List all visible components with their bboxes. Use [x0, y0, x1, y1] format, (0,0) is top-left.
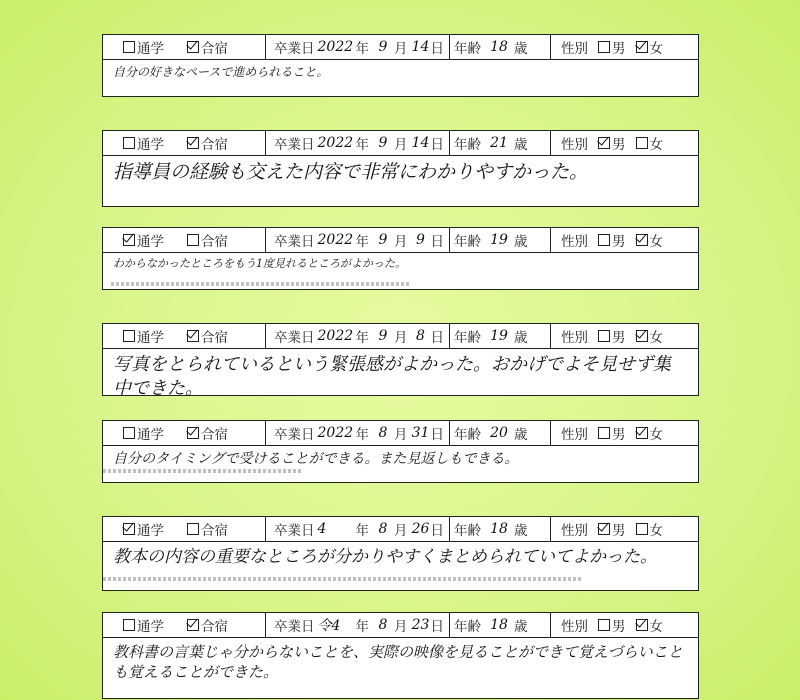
card-header — [103, 35, 698, 60]
checkbox-icon — [636, 234, 648, 246]
grad-year: 2022 — [317, 39, 354, 55]
commute-checkbox[interactable] — [123, 615, 164, 635]
year-unit: 年 — [355, 523, 369, 539]
male-checkbox[interactable] — [598, 519, 626, 539]
age-field — [449, 517, 550, 541]
age-label: 年齢 — [454, 427, 481, 443]
month-unit: 月 — [394, 427, 408, 443]
card-header — [103, 517, 698, 542]
female-checkbox[interactable] — [636, 423, 664, 443]
age-unit: 歳 — [514, 523, 528, 539]
sex-field — [550, 324, 698, 348]
comment-area — [103, 446, 698, 482]
year-unit: 年 — [355, 619, 369, 635]
camp-label: 合宿 — [201, 330, 228, 346]
handwritten-comment: 教科書の言葉じゃ分からないことを、実際の映像を見ることができて覚えづらいことも覚えることができた。 — [113, 643, 683, 682]
day-unit: 日 — [430, 41, 444, 57]
checkbox-icon — [187, 427, 199, 439]
commute-label: 通学 — [137, 523, 164, 539]
handwritten-comment: 自分のタイミングで受けることができる。また見返しもできる。 — [113, 451, 519, 467]
comment-area — [103, 60, 698, 96]
year-unit: 年 — [355, 330, 369, 346]
age-value: 18 — [490, 521, 508, 537]
female-label: 女 — [649, 41, 663, 57]
camp-label: 合宿 — [201, 523, 228, 539]
graduation-date — [265, 613, 449, 637]
camp-label: 合宿 — [201, 427, 228, 443]
grad-day: 14 — [411, 39, 430, 55]
graduation-label: 卒業日 — [274, 619, 315, 635]
checkbox-icon — [187, 619, 199, 631]
month-unit: 月 — [394, 137, 408, 153]
survey-card — [102, 420, 699, 483]
handwritten-comment: わからなかったところをもう1度見れるところがよかった。 — [113, 257, 406, 270]
comment-area — [103, 638, 698, 698]
female-checkbox[interactable] — [636, 37, 664, 57]
graduation-label: 卒業日 — [274, 234, 315, 250]
grad-year: 2022 — [317, 232, 354, 248]
male-label: 男 — [612, 523, 626, 539]
camp-label: 合宿 — [201, 137, 228, 153]
checkbox-icon — [187, 41, 199, 53]
survey-card — [102, 323, 699, 400]
survey-card — [102, 612, 699, 699]
camp-checkbox[interactable] — [187, 615, 228, 635]
graduation-label: 卒業日 — [274, 41, 315, 57]
grad-month: 9 — [378, 39, 388, 55]
age-unit: 歳 — [514, 41, 528, 57]
age-field — [449, 131, 550, 155]
checkbox-icon — [187, 234, 199, 246]
checkbox-icon — [636, 330, 648, 342]
age-unit: 歳 — [514, 619, 528, 635]
commute-label: 通学 — [137, 234, 164, 250]
female-checkbox[interactable] — [636, 326, 664, 346]
card-header — [103, 613, 698, 638]
grad-year: 4 — [317, 521, 327, 537]
month-unit: 月 — [394, 330, 408, 346]
commute-label: 通学 — [137, 137, 164, 153]
grad-day: 26 — [411, 521, 430, 537]
age-value: 20 — [490, 425, 508, 441]
male-checkbox[interactable] — [598, 326, 626, 346]
male-label: 男 — [612, 234, 626, 250]
female-label: 女 — [649, 619, 663, 635]
age-value: 19 — [490, 328, 508, 344]
graduation-label: 卒業日 — [274, 523, 315, 539]
comment-area — [103, 349, 698, 400]
commute-label: 通学 — [137, 41, 164, 57]
age-label: 年齢 — [454, 41, 481, 57]
grad-day: 8 — [416, 328, 425, 344]
grad-month: 9 — [378, 232, 388, 248]
grad-day: 23 — [411, 617, 430, 633]
grad-year: 令4 — [317, 618, 341, 634]
checkbox-icon — [187, 330, 199, 342]
checkbox-icon — [123, 523, 135, 535]
graduation-date — [265, 421, 449, 445]
female-checkbox[interactable] — [636, 133, 664, 153]
grad-month: 8 — [378, 617, 388, 633]
month-unit: 月 — [394, 41, 408, 57]
day-unit: 日 — [430, 234, 444, 250]
checkbox-icon — [123, 427, 135, 439]
age-label: 年齢 — [454, 330, 481, 346]
checkbox-icon — [598, 41, 610, 53]
age-field — [449, 324, 550, 348]
year-unit: 年 — [355, 234, 369, 250]
age-value: 21 — [490, 135, 508, 151]
graduation-label: 卒業日 — [274, 137, 315, 153]
age-label: 年齢 — [454, 137, 481, 153]
female-label: 女 — [649, 330, 663, 346]
pencil-scribble — [103, 469, 303, 473]
female-checkbox[interactable] — [636, 519, 664, 539]
graduation-date — [265, 228, 449, 252]
survey-card — [102, 227, 699, 290]
checkbox-icon — [123, 234, 135, 246]
female-label: 女 — [649, 137, 663, 153]
female-checkbox[interactable] — [636, 230, 664, 250]
camp-checkbox[interactable] — [187, 423, 228, 443]
commute-label: 通学 — [137, 619, 164, 635]
female-label: 女 — [649, 427, 663, 443]
day-unit: 日 — [430, 427, 444, 443]
checkbox-icon — [636, 137, 648, 149]
age-unit: 歳 — [514, 330, 528, 346]
commute-checkbox[interactable] — [123, 326, 164, 346]
checkbox-icon — [598, 137, 610, 149]
age-value: 18 — [490, 39, 508, 55]
male-label: 男 — [612, 619, 626, 635]
camp-label: 合宿 — [201, 234, 228, 250]
handwritten-comment: 指導員の経験も交えた内容で非常にわかりやすかった。 — [113, 161, 589, 183]
card-header — [103, 421, 698, 446]
age-value: 19 — [490, 232, 508, 248]
male-checkbox[interactable] — [598, 230, 626, 250]
age-label: 年齢 — [454, 523, 481, 539]
comment-area — [103, 156, 698, 206]
camp-checkbox[interactable] — [187, 133, 228, 153]
camp-checkbox[interactable] — [187, 230, 228, 250]
sex-field — [550, 35, 698, 59]
month-unit: 月 — [394, 523, 408, 539]
commute-label: 通学 — [137, 427, 164, 443]
sex-field — [550, 228, 698, 252]
handwritten-comment: 自分の好きなペースで進められること。 — [113, 65, 329, 79]
male-label: 男 — [612, 330, 626, 346]
male-checkbox[interactable] — [598, 423, 626, 443]
survey-card — [102, 516, 699, 591]
grad-year: 2022 — [317, 135, 354, 151]
sex-label: 性別 — [561, 427, 588, 443]
grad-day: 31 — [411, 425, 430, 441]
card-header — [103, 228, 698, 253]
year-unit: 年 — [355, 427, 369, 443]
female-checkbox[interactable] — [636, 615, 664, 635]
grad-month: 8 — [378, 425, 388, 441]
sex-label: 性別 — [561, 619, 588, 635]
male-label: 男 — [612, 137, 626, 153]
grad-year: 2022 — [317, 328, 354, 344]
checkbox-icon — [123, 41, 135, 53]
commute-checkbox[interactable] — [123, 230, 164, 250]
card-header — [103, 324, 698, 349]
checkbox-icon — [187, 523, 199, 535]
month-unit: 月 — [394, 234, 408, 250]
male-checkbox[interactable] — [598, 37, 626, 57]
checkbox-icon — [598, 619, 610, 631]
checkbox-icon — [598, 330, 610, 342]
sex-label: 性別 — [561, 234, 588, 250]
year-unit: 年 — [355, 137, 369, 153]
checkbox-icon — [598, 523, 610, 535]
age-label: 年齢 — [454, 619, 481, 635]
graduation-date — [265, 517, 449, 541]
age-field — [449, 421, 550, 445]
sex-field — [550, 517, 698, 541]
day-unit: 日 — [430, 330, 444, 346]
day-unit: 日 — [430, 523, 444, 539]
camp-label: 合宿 — [201, 619, 228, 635]
graduation-date — [265, 35, 449, 59]
camp-checkbox[interactable] — [187, 519, 228, 539]
grad-day: 14 — [411, 135, 430, 151]
age-field — [449, 613, 550, 637]
month-unit: 月 — [394, 619, 408, 635]
sex-field — [550, 421, 698, 445]
commute-checkbox[interactable] — [123, 133, 164, 153]
graduation-label: 卒業日 — [274, 330, 315, 346]
grad-year: 2022 — [317, 425, 354, 441]
checkbox-icon — [123, 137, 135, 149]
sex-field — [550, 613, 698, 637]
grad-month: 8 — [378, 521, 388, 537]
checkbox-icon — [636, 619, 648, 631]
checkbox-icon — [187, 137, 199, 149]
camp-label: 合宿 — [201, 41, 228, 57]
age-field — [449, 228, 550, 252]
female-label: 女 — [649, 523, 663, 539]
card-header — [103, 131, 698, 156]
age-field — [449, 35, 550, 59]
sex-label: 性別 — [561, 330, 588, 346]
commute-checkbox[interactable] — [123, 519, 164, 539]
male-checkbox[interactable] — [598, 615, 626, 635]
year-unit: 年 — [355, 41, 369, 57]
camp-checkbox[interactable] — [187, 37, 228, 57]
checkbox-icon — [636, 41, 648, 53]
grad-month: 9 — [378, 135, 388, 151]
sex-label: 性別 — [561, 41, 588, 57]
graduation-label: 卒業日 — [274, 427, 315, 443]
graduation-date — [265, 131, 449, 155]
handwritten-comment: 写真をとられているという緊張感がよかった。おかげでよそ見せず集中できた。 — [113, 354, 671, 400]
age-unit: 歳 — [514, 234, 528, 250]
commute-checkbox[interactable] — [123, 423, 164, 443]
survey-card — [102, 130, 699, 207]
age-unit: 歳 — [514, 137, 528, 153]
commute-checkbox[interactable] — [123, 37, 164, 57]
graduation-date — [265, 324, 449, 348]
checkbox-icon — [598, 234, 610, 246]
day-unit: 日 — [430, 619, 444, 635]
pencil-scribble — [111, 282, 411, 286]
sex-field — [550, 131, 698, 155]
handwritten-comment: 教本の内容の重要なところが分かりやすくまとめられていてよかった。 — [113, 547, 657, 567]
checkbox-icon — [636, 523, 648, 535]
day-unit: 日 — [430, 137, 444, 153]
grad-day: 9 — [416, 232, 425, 248]
grad-month: 9 — [378, 328, 388, 344]
comment-area — [103, 542, 698, 590]
sex-label: 性別 — [561, 523, 588, 539]
age-unit: 歳 — [514, 427, 528, 443]
checkbox-icon — [123, 619, 135, 631]
male-checkbox[interactable] — [598, 133, 626, 153]
checkbox-icon — [598, 427, 610, 439]
camp-checkbox[interactable] — [187, 326, 228, 346]
survey-card — [102, 34, 699, 97]
age-label: 年齢 — [454, 234, 481, 250]
commute-label: 通学 — [137, 330, 164, 346]
checkbox-icon — [123, 330, 135, 342]
checkbox-icon — [636, 427, 648, 439]
male-label: 男 — [612, 427, 626, 443]
female-label: 女 — [649, 234, 663, 250]
age-value: 18 — [490, 617, 508, 633]
pencil-scribble — [103, 577, 583, 581]
male-label: 男 — [612, 41, 626, 57]
sex-label: 性別 — [561, 137, 588, 153]
